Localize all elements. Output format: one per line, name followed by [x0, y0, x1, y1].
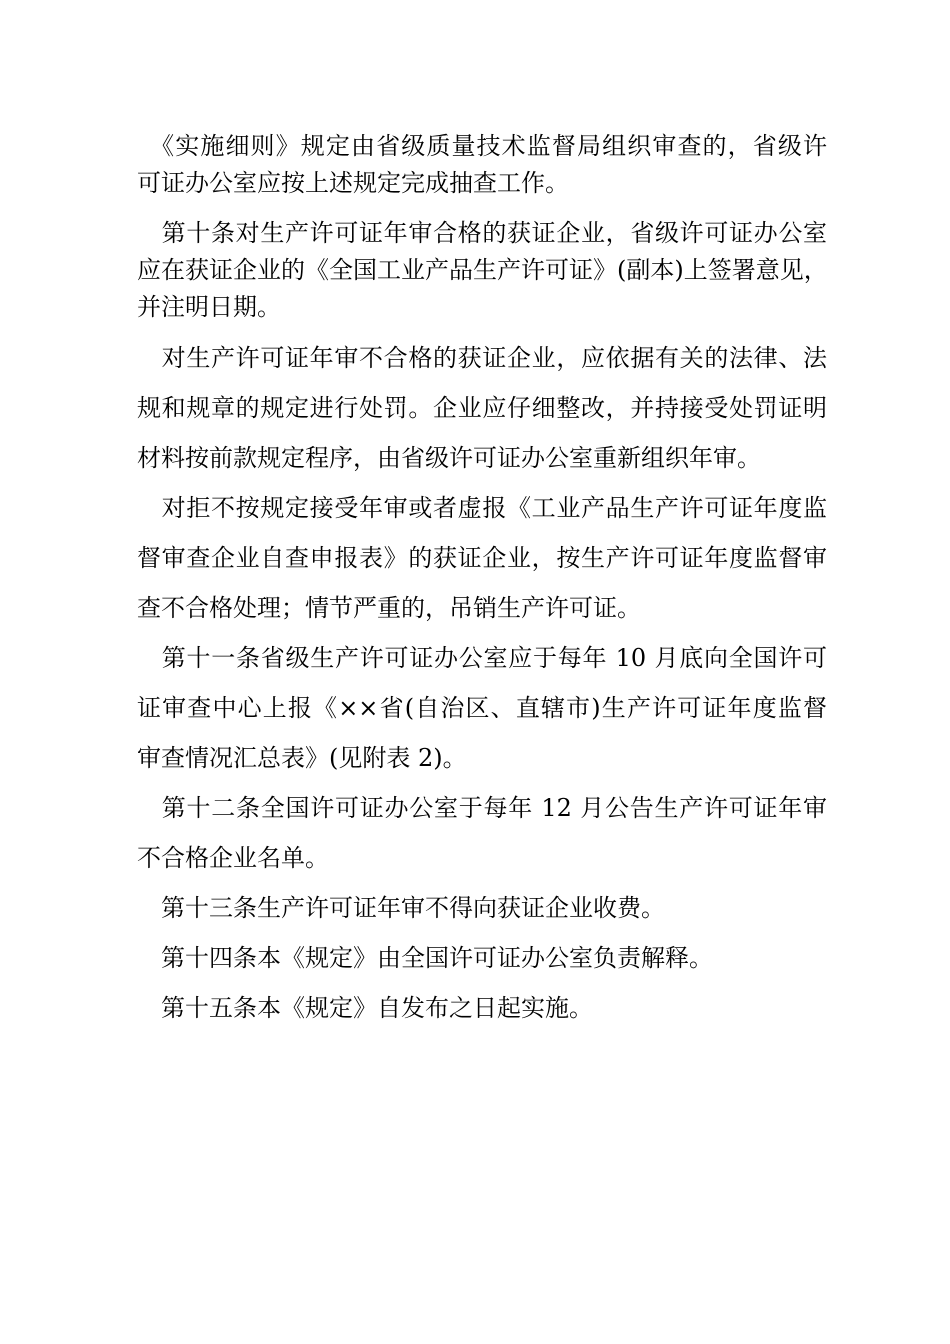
line-gap [137, 527, 827, 540]
text-line: 第十四条本《规定》由全国许可证办公室负责解释。 [137, 944, 713, 972]
text-line: 查不合格处理；情节严重的，吊销生产许可证。 [137, 594, 641, 622]
text-line: 不合格企业名单。 [137, 844, 329, 872]
text-line: 督审查企业自查申报表》的获证企业，按生产许可证年度监督审 [137, 544, 827, 572]
paragraph-gap [137, 627, 827, 640]
text-line: 证审查中心上报《××省(自治区、直辖市)生产许可证年度监督 [137, 694, 827, 722]
text-line: 并注明日期。 [137, 293, 281, 321]
line-gap [137, 677, 827, 690]
line-gap [137, 427, 827, 440]
paragraph-gap [137, 326, 827, 340]
paragraph-gap [137, 877, 827, 890]
text-line: 第十三条生产许可证年审不得向获证企业收费。 [137, 894, 665, 922]
text-line: 应在获证企业的《全国工业产品生产许可证》(副本)上签署意见， [137, 256, 828, 284]
text-line: 第十一条省级生产许可证办公室应于每年 10 月底向全国许可 [137, 644, 827, 672]
text-line: 第十二条全国许可证办公室于每年 12 月公告生产许可证年审 [137, 794, 827, 822]
line-gap [137, 377, 827, 390]
line-gap [137, 727, 827, 740]
text-line: 对拒不按规定接受年审或者虚报《工业产品生产许可证年度监 [137, 494, 827, 522]
text-line: 可证办公室应按上述规定完成抽查工作。 [137, 169, 569, 197]
paragraph-gap [137, 777, 827, 790]
paragraph-gap [137, 977, 827, 990]
paragraph-gap [137, 927, 827, 940]
text-line: 规和规章的规定进行处罚。企业应仔细整改，并持接受处罚证明 [137, 394, 827, 422]
document-body [137, 128, 827, 1027]
paragraph-gap [137, 477, 827, 490]
text-line: 《实施细则》规定由省级质量技术监督局组织审查的，省级许 [137, 132, 827, 160]
paragraph-gap [137, 202, 827, 215]
text-line: 第十条对生产许可证年审合格的获证企业，省级许可证办公室 [137, 219, 827, 247]
text-line: 第十五条本《规定》自发布之日起实施。 [137, 994, 593, 1022]
text-line: 材料按前款规定程序，由省级许可证办公室重新组织年审。 [137, 444, 761, 472]
text-line: 审查情况汇总表》(见附表 2)。 [137, 744, 467, 772]
line-gap [137, 827, 827, 840]
line-gap [137, 577, 827, 590]
text-line: 对生产许可证年审不合格的获证企业，应依据有关的法律、法 [137, 344, 827, 372]
